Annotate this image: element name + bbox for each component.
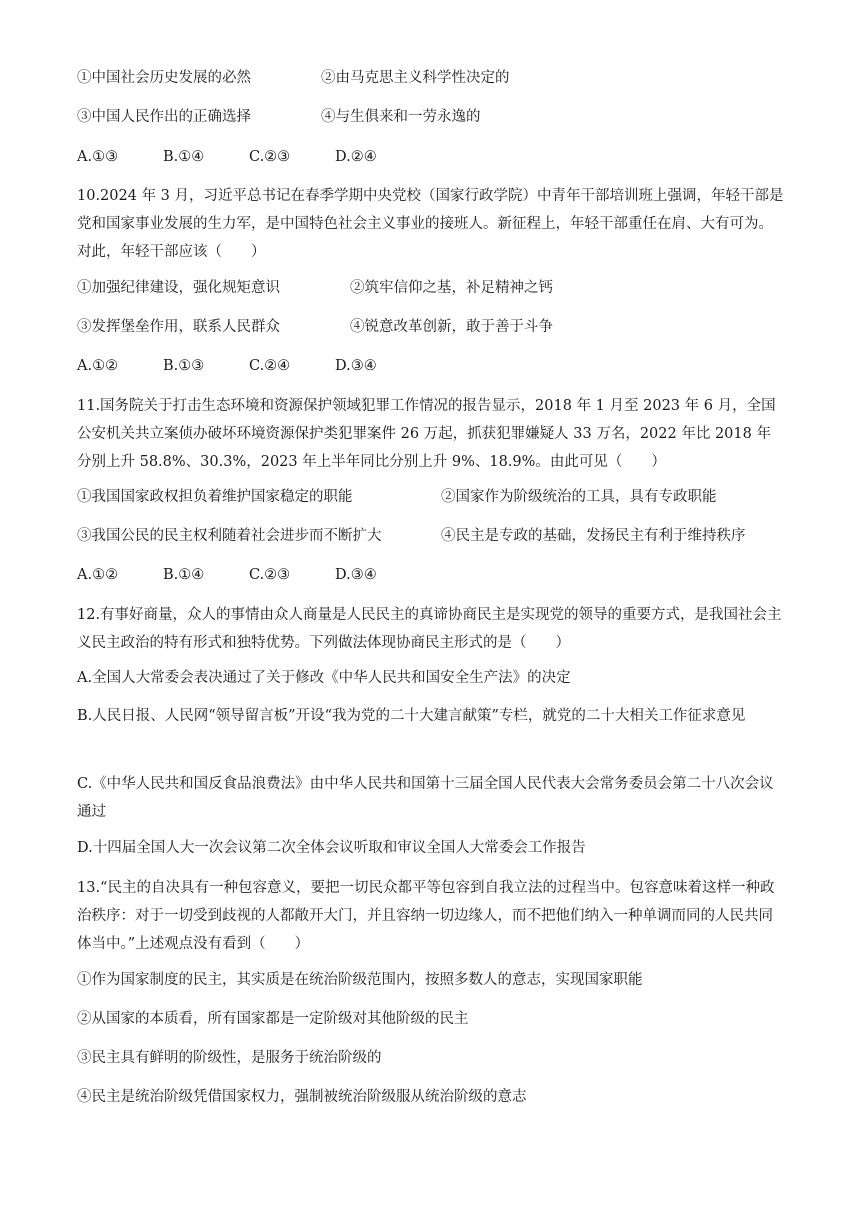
q9-answer-c: C.②③	[249, 149, 291, 165]
q13-option-3: ③民主具有鲜明的阶级性，是服务于统治阶级的	[77, 1050, 382, 1066]
q11-option-3: ③我国公民的民主权利随着社会进步而不断扩大	[77, 528, 382, 544]
q11-answer-a: A.①②	[77, 567, 119, 583]
q11-answer-d: D.③④	[335, 567, 377, 583]
q9-answer-b: B.①④	[163, 149, 205, 165]
q11-option-1: ①我国国家政权担负着维护国家稳定的职能	[77, 489, 353, 505]
q11-option-2: ②国家作为阶级统治的工具，具有专政职能	[441, 489, 717, 505]
q10-option-2: ②筑牢信仰之基，补足精神之钙	[350, 280, 553, 296]
q9-answer-d: D.②④	[335, 149, 377, 165]
q11-answers	[77, 565, 377, 585]
q10-answer-c: C.②④	[249, 358, 291, 374]
q10-answer-d: D.③④	[335, 358, 377, 374]
q10-option-3: ③发挥堡垒作用，联系人民群众	[77, 319, 280, 335]
q12-option-d: D.十四届全国人大一次会议第二次全体会议听取和审议全国人大常委会工作报告	[77, 840, 586, 856]
q11-option-4: ④民主是专政的基础，发扬民主有利于维持秩序	[441, 528, 746, 544]
q12-option-b: B.人民日报、人民网“领导留言板”开设“我为党的二十大建言献策”专栏，就党的二十大相关工作征求意见	[77, 708, 746, 724]
q9-option-2: ②由马克思主义科学性决定的	[321, 70, 510, 86]
q10-answer-a: A.①②	[77, 358, 119, 374]
q9-answer-a: A.①③	[77, 149, 119, 165]
q13-option-1: ①作为国家制度的民主，其实质是在统治阶级范围内，按照多数人的意志，实现国家职能	[77, 972, 643, 988]
q13-stem: 13.“民主的自决具有一种包容意义，要把一切民众都平等包容到自我立法的过程当中。包容意味着这样一种政治秩序：对于一切受到歧视的人都敞开大门，并且容纳一切边缘人，而不把他们纳入一种单调而同的人民共同体当中。”上述观点没有看到（ ）	[77, 880, 775, 952]
q12-option-a: A.全国人大常委会表决通过了关于修改《中华人民共和国安全生产法》的决定	[77, 670, 571, 686]
q13-option-2: ②从国家的本质看，所有国家都是一定阶级对其他阶级的民主	[77, 1011, 469, 1027]
q12-option-c: C.《中华人民共和国反食品浪费法》由中华人民共和国第十三届全国人民代表大会常务委员会第二十八次会议通过	[77, 776, 774, 820]
q10-option-4: ④锐意改革创新，敢于善于斗争	[350, 319, 553, 335]
q10-answer-b: B.①③	[163, 358, 205, 374]
q10-stem: 10.2024 年 3 月，习近平总书记在春季学期中央党校（国家行政学院）中青年干部培训班上强调，年轻干部是党和国家事业发展的生力军，是中国特色社会主义事业的接班人。新征程上，年轻干部重任在肩、大有可为。对此，年轻干部应该（ ）	[77, 188, 784, 260]
q13-option-4: ④民主是统治阶级凭借国家权力，强制被统治阶级服从统治阶级的意志	[77, 1089, 527, 1105]
q9-answers	[77, 147, 377, 167]
q9-option-4: ④与生俱来和一劳永逸的	[321, 109, 481, 125]
q11-answer-c: C.②③	[249, 567, 291, 583]
q11-stem: 11.国务院关于打击生态环境和资源保护领域犯罪工作情况的报告显示，2018 年 1 月至 2023 年 6 月，全国公安机关共立案侦办破坏环境资源保护类犯罪案件 26 万起，抓获犯罪嫌疑人 33 万名，2022 年比 2018 年分别上升 58.8%、30.3%，2023 年上半年同比分别上升 9%、18.9%。由此可见（ ）	[77, 398, 776, 470]
q10-answers	[77, 356, 377, 376]
q11-answer-b: B.①④	[163, 567, 205, 583]
q12-stem: 12.有事好商量，众人的事情由众人商量是人民民主的真谛协商民主是实现党的领导的重要方式，是我国社会主义民主政治的特有形式和独特优势。下列做法体现协商民主形式的是（ ）	[77, 607, 782, 651]
q10-option-1: ①加强纪律建设，强化规矩意识	[77, 280, 280, 296]
q9-option-1: ①中国社会历史发展的必然	[77, 70, 251, 86]
q9-option-3: ③中国人民作出的正确选择	[77, 109, 251, 125]
